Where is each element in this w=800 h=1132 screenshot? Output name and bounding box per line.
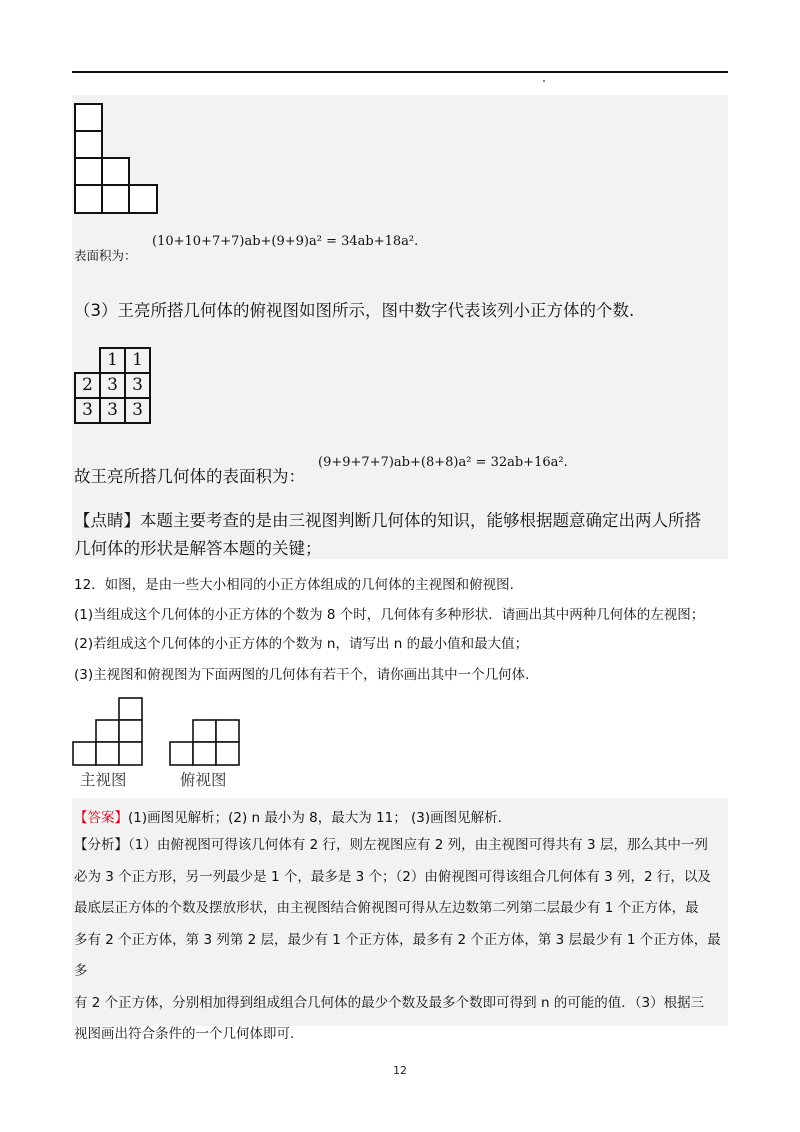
comment-line-2: 几何体的形状是解答本题的关键； bbox=[74, 539, 322, 558]
grid-cell: 3 bbox=[75, 398, 100, 423]
q12-part-3: (3)主视图和俯视图为下面两图的几何体有若干个，请你画出其中一个几何体. bbox=[74, 667, 530, 683]
analysis-line: 多有 2 个正方体，第 3 列第 2 层，最少有 1 个正方体，最多有 2 个正方体，第 3 层最少有 1 个正方体，最多 bbox=[74, 931, 721, 979]
square bbox=[170, 742, 193, 765]
square bbox=[75, 104, 102, 131]
analysis-line: 【分析】（1）由俯视图可得该几何体有 2 行，则左视图应有 2 列，由主视图可得共有 3 层，那么其中一列 bbox=[74, 837, 708, 853]
square bbox=[75, 158, 102, 185]
square bbox=[193, 720, 216, 742]
analysis-tag: 【分析】 bbox=[74, 837, 128, 853]
square bbox=[102, 158, 129, 185]
wang-surface-label: 故王亮所搭几何体的表面积为： bbox=[74, 467, 305, 486]
analysis-line: 最底层正方体的个数及摆放形状，由主视图结合俯视图可得从左边数第二列第二层最少有 1 个正方体，最 bbox=[74, 900, 699, 916]
q12-title: 12．如图，是由一些大小相同的小正方体组成的几何体的主视图和俯视图. bbox=[74, 577, 514, 593]
grid-cell: 3 bbox=[100, 373, 125, 398]
square bbox=[102, 185, 129, 213]
comment-tag: 【点睛】 bbox=[74, 511, 140, 530]
square bbox=[119, 742, 142, 765]
square bbox=[119, 698, 142, 720]
square bbox=[75, 185, 102, 213]
header-mark bbox=[543, 80, 545, 82]
grid-cell: 2 bbox=[75, 373, 100, 398]
comment-line-1 bbox=[74, 507, 701, 531]
surface-area-label: 表面积为： bbox=[74, 248, 137, 263]
answer-text: (1)画图见解析；(2) n 最小为 8，最大为 11； (3)画图见解析. bbox=[128, 810, 502, 826]
square bbox=[75, 131, 102, 158]
square bbox=[216, 720, 239, 742]
grid-cell: 3 bbox=[100, 398, 125, 423]
q3-text: （3）王亮所搭几何体的俯视图如图所示，图中数字代表该列小正方体的个数. bbox=[74, 301, 635, 320]
top-view-figure bbox=[169, 719, 241, 767]
header-rule bbox=[72, 71, 728, 73]
analysis-line: 视图画出符合条件的一个几何体即可. bbox=[74, 1026, 295, 1042]
comment-text: 本题主要考查的是由三视图判断几何体的知识，能够根据题意确定出两人所搭 bbox=[140, 511, 701, 530]
grid-cell bbox=[75, 348, 100, 373]
analysis-line: 有 2 个正方体，分别相加得到组成组合几何体的最少个数及最多个数即可得到 n 的可能的值．（3）根据三 bbox=[74, 994, 705, 1011]
q12-part-1: (1)当组成这个几何体的小正方体的个数为 8 个时，几何体有多种形状．请画出其中两种几何体的左视图； bbox=[74, 607, 705, 623]
square bbox=[216, 742, 239, 765]
square bbox=[96, 742, 119, 765]
front-view-label: 主视图 bbox=[80, 771, 127, 789]
grid-cell: 1 bbox=[125, 348, 150, 373]
top-view-number-grid bbox=[74, 347, 151, 424]
page-number: 12 bbox=[393, 1064, 407, 1077]
surface-area-formula-1: (10+10+7+7)ab+(9+9)a² = 34ab+18a². bbox=[152, 234, 419, 249]
analysis-paragraph bbox=[74, 830, 728, 1051]
grid-cell: 1 bbox=[100, 348, 125, 373]
solution-continuation-block bbox=[72, 95, 728, 559]
left-view-figure bbox=[74, 103, 160, 215]
surface-area-formula-2: (9+9+7+7)ab+(8+8)a² = 32ab+16a². bbox=[318, 455, 568, 470]
square bbox=[96, 720, 119, 742]
analysis-line: 必为 3 个正方形，另一列最少是 1 个，最多是 3 个；（2）由俯视图可得该组合几何体有 3 列，2 行，以及 bbox=[74, 868, 711, 885]
answer-tag: 【答案】 bbox=[74, 810, 128, 826]
q12-part-2: (2)若组成这个几何体的小正方体的个数为 n，请写出 n 的最小值和最大值； bbox=[74, 636, 529, 652]
square bbox=[129, 185, 157, 213]
square bbox=[193, 742, 216, 765]
square bbox=[73, 742, 96, 765]
top-view-label: 俯视图 bbox=[180, 771, 227, 789]
grid-cell: 3 bbox=[125, 398, 150, 423]
front-view-figure bbox=[72, 697, 144, 767]
square bbox=[119, 720, 142, 742]
grid-cell: 3 bbox=[125, 373, 150, 398]
answer-line bbox=[74, 806, 502, 826]
